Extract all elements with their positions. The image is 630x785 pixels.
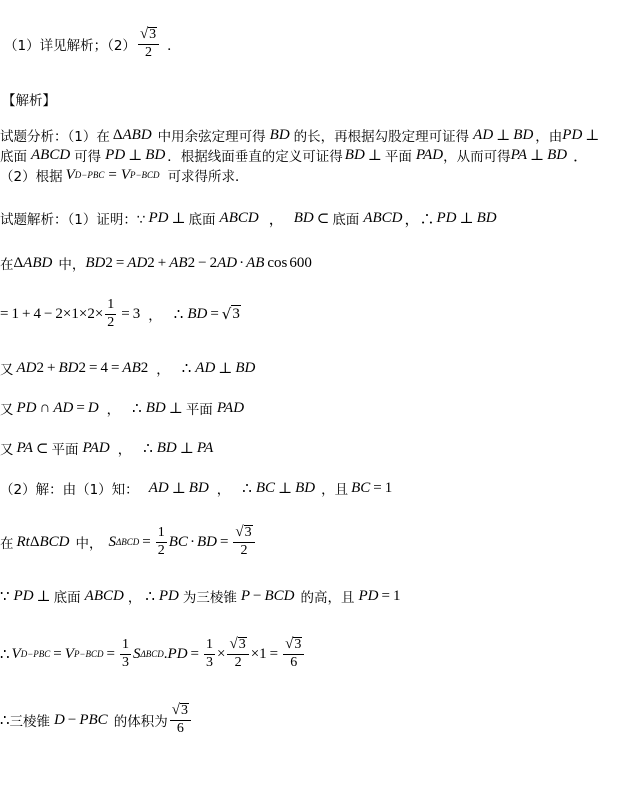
answer-sep: ；（2） — [93, 38, 136, 54]
answer-line — [4, 26, 181, 62]
answer-part1: （1）详见解析 — [4, 38, 94, 54]
answer-fraction: √ 3 2 — [138, 27, 159, 60]
analysis-line-1: 试题分析：（1）在 Δ ABD 中用余弦定理可得 BD 的长，再根据勾股定理可证得 AD ⊥ BD ，由 PD ⊥ — [0, 126, 600, 145]
solution-line-3: = 1 + 4 − 2×1×2× $\frac{1}{2}$ = 3 ， ∴ BD = √ 3 — [0, 296, 240, 330]
solution-line-4: 又 AD 2 + BD 2 = 4 = AB 2 ， ∴ AD ⊥ BD — [0, 359, 256, 378]
solution-line-11: ∴ 三棱锥 D − PBC 的体积为 √ 3 6 — [0, 698, 193, 742]
solution-line-7: （2）解：由（1）知： AD ⊥ BD ， ∴ BC ⊥ BD ，且 BC = 1 — [0, 479, 393, 498]
solution-line-2: 在 Δ ABD 中， BD 2 = AD 2 + AB 2 − 2 AD · AB cos 60 0 — [0, 254, 312, 273]
solution-line-5: 又 PD ∩ AD = D ， ∴ BD ⊥ 平面 PAD — [0, 399, 245, 418]
analysis-line-3: （2）根据 V D−PBC = V P−BCD 可求得所求． — [0, 166, 249, 185]
analysis-header: 【解析】 — [2, 93, 56, 109]
answer-end: ． — [167, 38, 181, 54]
solution-line-8: 在 Rt Δ BCD 中， S ΔBCD = $\frac{1}{2}$ BC · BD = √ 3 2 — [0, 520, 257, 564]
solution-line-9: ∵ PD ⊥ 底面 ABCD ， ∴ PD 为三棱锥 P − BCD 的高，且 PD = 1 — [0, 587, 401, 606]
solution-line-1: 试题解析：（1）证明：∵ PD ⊥ 底面 ABCD ， BD ⊂ 底面 ABCD ，∴ PD ⊥ BD — [0, 209, 497, 228]
analysis-line-2: 底面 ABCD 可得 PD ⊥ BD ．根据线面垂直的定义可证得 BD ⊥ 平面 PAD ，从而可得 PA ⊥ BD ． — [0, 146, 589, 165]
solution-line-10: ∴ V D−PBC = V P−BCD = $\frac{1}{3}$ S ΔBCD . PD = $\frac{1}{3}$ × √ 3 2 ×1 = √ 3 6 — [0, 632, 306, 676]
solution-line-6: 又 PA ⊂ 平面 PAD ， ∴ BD ⊥ PA — [0, 439, 214, 458]
